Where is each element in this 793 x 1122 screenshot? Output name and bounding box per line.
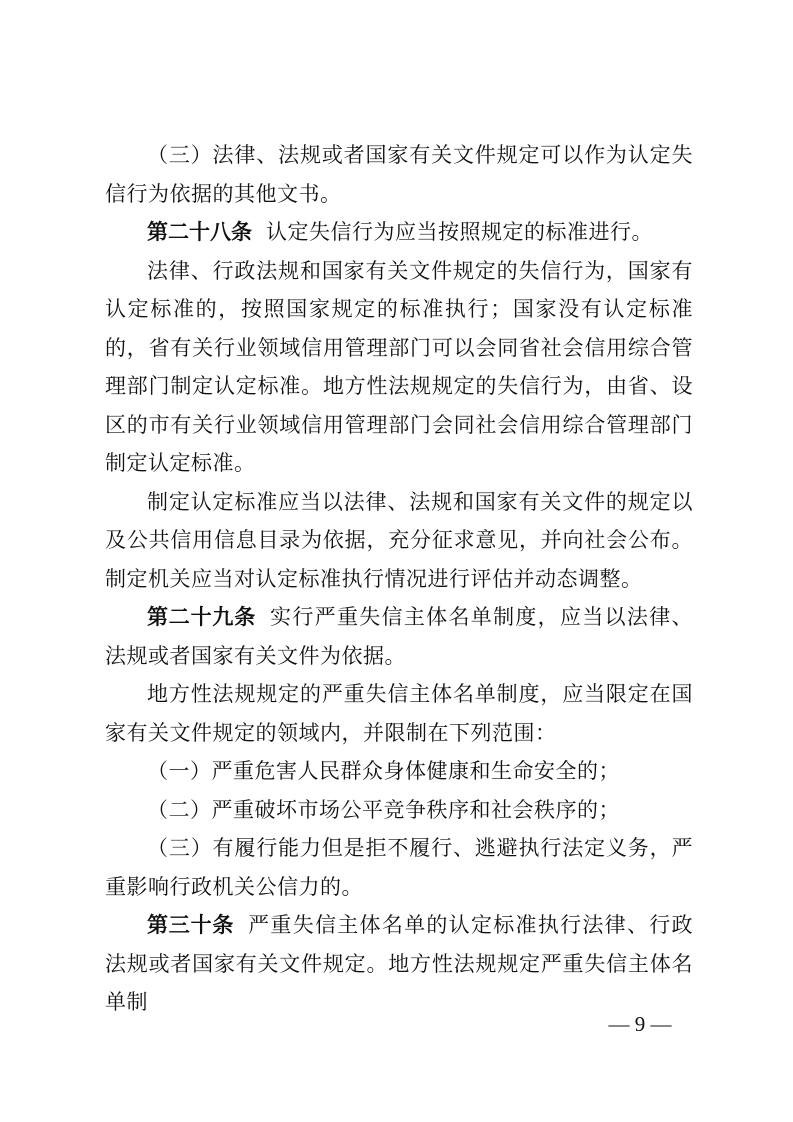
paragraph-3 [105, 252, 693, 483]
list-item-3-text: （三）有履行能力但是拒不履行、逃避执行法定义务，严重影响行政机关公信力的。 [105, 836, 693, 899]
article-28-heading-paragraph [105, 213, 693, 252]
paragraph-1-text: （三）法律、法规或者国家有关文件规定可以作为认定失信行为依据的其他文书。 [105, 143, 693, 206]
list-item-3 [105, 829, 693, 906]
article-28-text: 认定失信行为应当按照规定的标准进行。 [266, 220, 653, 244]
list-item-2 [105, 791, 693, 830]
article-29-heading-paragraph [105, 598, 693, 675]
article-30-number: 第三十条 [147, 913, 235, 937]
article-28-number: 第二十八条 [147, 220, 252, 244]
paragraph-4 [105, 483, 693, 599]
list-item-2-text: （二）严重破坏市场公平竞争秩序和社会秩序的； [147, 797, 620, 822]
article-30-heading-paragraph [105, 906, 693, 1022]
list-item-1-text: （一）严重危害人民群众身体健康和生命安全的； [147, 759, 620, 783]
article-29-number: 第二十九条 [147, 605, 257, 629]
page-number: — 9 — [608, 1012, 672, 1036]
list-item-1 [105, 752, 693, 791]
paragraph-3-text: 法律、行政法规和国家有关文件规定的失信行为，国家有认定标准的，按照国家规定的标准执行；国家没有认定标准的，省有关行业领域信用管理部门可以会同省社会信用综合管理部门制定认定标准。地方性法规规定的失信行为，由省、设区的市有关行业领域信用管理部门会同社会信用综合管理部门制定认定标准。 [105, 258, 693, 475]
paragraph-6-text: 地方性法规规定的严重失信主体名单制度，应当限定在国家有关文件规定的领域内，并限制在下列范围： [105, 682, 693, 745]
paragraph-1 [105, 136, 693, 213]
paragraph-6 [105, 675, 693, 752]
paragraph-4-text: 制定认定标准应当以法律、法规和国家有关文件的规定以及公共信用信息目录为依据，充分征求意见，并向社会公布。制定机关应当对认定标准执行情况进行评估并动态调整。 [105, 489, 693, 591]
article-29-text: 实行严重失信主体名单制度，应当以法律、法规或者国家有关文件为依据。 [105, 605, 694, 668]
article-30-text: 严重失信主体名单的认定标准执行法律、行政法规或者国家有关文件规定。地方性法规规定严重失信主体名单制 [105, 913, 694, 1014]
document-body [105, 136, 693, 1022]
